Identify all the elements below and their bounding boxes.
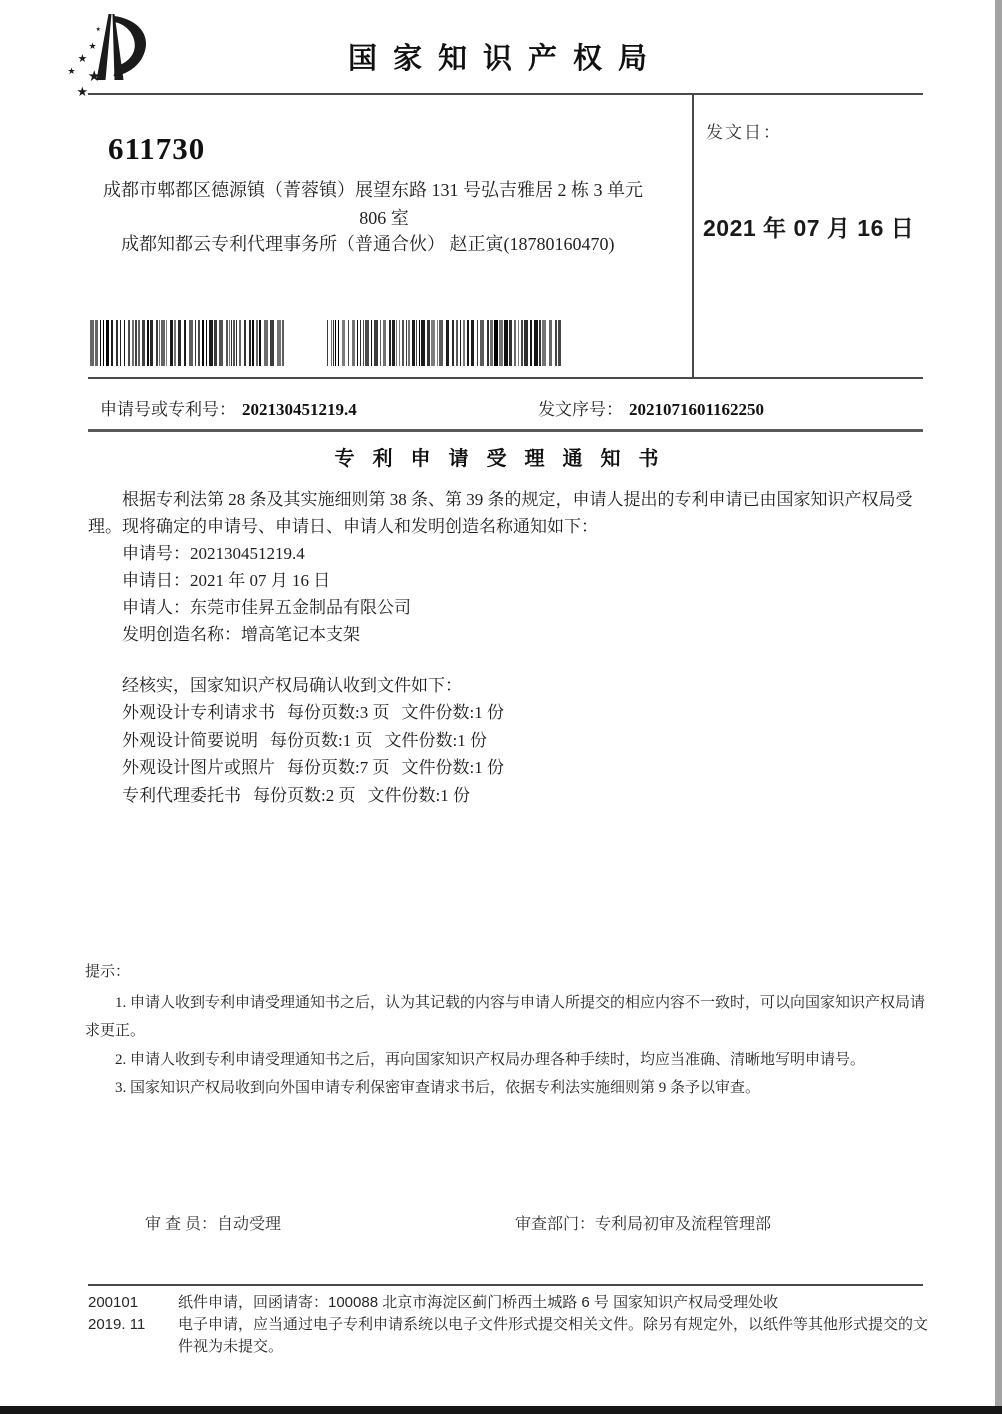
notice-title: 专利申请受理通知书 bbox=[334, 448, 677, 470]
footer-code: 200101 bbox=[88, 1294, 139, 1311]
mid-rule bbox=[88, 377, 923, 379]
mailing-recipient: 成都知都云专利代理事务所（普通合伙） 赵正寅(18780160470) bbox=[121, 234, 615, 254]
serial-number-label: 发文序号： bbox=[538, 400, 623, 419]
agency-title: 国家知识产权局 bbox=[347, 43, 663, 75]
dispatch-date-value: 2021 年 07 月 16 日 bbox=[703, 215, 915, 241]
serial-number-value: 2021071601162250 bbox=[629, 400, 765, 419]
application-number-value: 202130451219.4 bbox=[242, 400, 357, 419]
footer-code: 2019. 11 bbox=[88, 1316, 146, 1333]
svg-text:★: ★ bbox=[76, 84, 89, 99]
received-doc-row: 外观设计专利请求书 每份页数:3 页 文件份数:1 份 bbox=[122, 703, 504, 723]
received-doc-row: 专利代理委托书 每份页数:2 页 文件份数:1 份 bbox=[122, 785, 470, 805]
hint-item-3: 3. 国家知识产权局收到向外国申请专利保密审查请求书后，依据专利法实施细则第 9 条予以审查。 bbox=[115, 1080, 761, 1096]
received-doc-row: 外观设计图片或照片 每份页数:7 页 文件份数:1 份 bbox=[122, 758, 504, 778]
footer-text: 纸件申请，回函请寄：100088 北京市海淀区蓟门桥西土城路 6 号 国家知识产权局受理处收 bbox=[178, 1294, 779, 1311]
svg-text:★: ★ bbox=[95, 27, 101, 33]
received-intro: 经核实，国家知识产权局确认收到文件如下： bbox=[122, 676, 462, 695]
mailing-address-line1: 成都市郫都区德源镇（菁蓉镇）展望东路 131 号弘吉雅居 2 栋 3 单元 bbox=[103, 180, 643, 200]
dispatch-box-divider bbox=[692, 93, 694, 379]
hints-section bbox=[85, 958, 935, 1103]
barcode-right bbox=[327, 320, 561, 366]
hint-item-2: 2. 申请人收到专利申请受理通知书之后，再向国家知识产权局办理各种手续时，均应当准确、清晰地写明申请号。 bbox=[115, 1051, 866, 1068]
department-label: 审查部门： bbox=[515, 1216, 596, 1233]
postal-code: 611730 bbox=[108, 131, 206, 166]
hints-label: 提示： bbox=[85, 964, 131, 980]
examiner-row bbox=[145, 1211, 281, 1234]
thick-rule bbox=[88, 429, 923, 432]
dispatch-date-label: 发文日： bbox=[706, 123, 782, 142]
examiner-value: 自动受理 bbox=[217, 1216, 282, 1233]
svg-text:★: ★ bbox=[77, 53, 88, 65]
hint-item-1: 1. 申请人收到专利申请受理通知书之后，认为其记载的内容与申请人所提交的相应内容不一致时，可以向国家知识产权局请求更正。 bbox=[85, 994, 926, 1039]
application-number-row bbox=[100, 395, 357, 420]
received-doc-row: 外观设计简要说明 每份页数:1 页 文件份数:1 份 bbox=[122, 730, 487, 750]
field-applicant: 申请人：东莞市佳昇五金制品有限公司 bbox=[122, 598, 411, 617]
notice-body bbox=[88, 486, 930, 648]
header-rule bbox=[88, 93, 923, 95]
serial-number-row bbox=[538, 395, 764, 420]
svg-text:★: ★ bbox=[87, 69, 101, 85]
department-row bbox=[515, 1211, 771, 1234]
scan-edge-bottom bbox=[0, 1406, 1002, 1414]
svg-text:★: ★ bbox=[88, 41, 97, 51]
notice-intro: 根据专利法第 28 条及其实施细则第 38 条、第 39 条的规定，申请人提出的专利申请已由国家知识产权局受理。现将确定的申请号、申请日、申请人和发明创造名称通知如下： bbox=[88, 490, 913, 536]
barcode-left bbox=[90, 320, 288, 366]
received-documents bbox=[88, 672, 930, 809]
footer-text: 电子申请，应当通过电子专利申请系统以电子文件形式提交相关文件。除另有规定外，以纸件等其他形式提交的文件视为未提交。 bbox=[178, 1316, 929, 1355]
examiner-label: 审 查 员： bbox=[145, 1216, 218, 1233]
svg-text:★: ★ bbox=[67, 66, 76, 76]
scan-edge-right bbox=[995, 0, 1002, 1414]
field-invention-title: 发明创造名称：增高笔记本支架 bbox=[122, 625, 360, 644]
footer bbox=[88, 1292, 933, 1358]
mailing-address-line2: 806 室 bbox=[359, 208, 409, 228]
footer-row-electronic bbox=[88, 1314, 933, 1358]
footer-rule bbox=[88, 1284, 923, 1286]
department-value: 专利局初审及流程管理部 bbox=[595, 1216, 772, 1233]
field-application-date: 申请日：2021 年 07 月 16 日 bbox=[122, 571, 331, 590]
application-number-label: 申请号或专利号： bbox=[100, 400, 236, 419]
footer-row-paper bbox=[88, 1292, 933, 1314]
field-application-number: 申请号：202130451219.4 bbox=[122, 544, 305, 563]
